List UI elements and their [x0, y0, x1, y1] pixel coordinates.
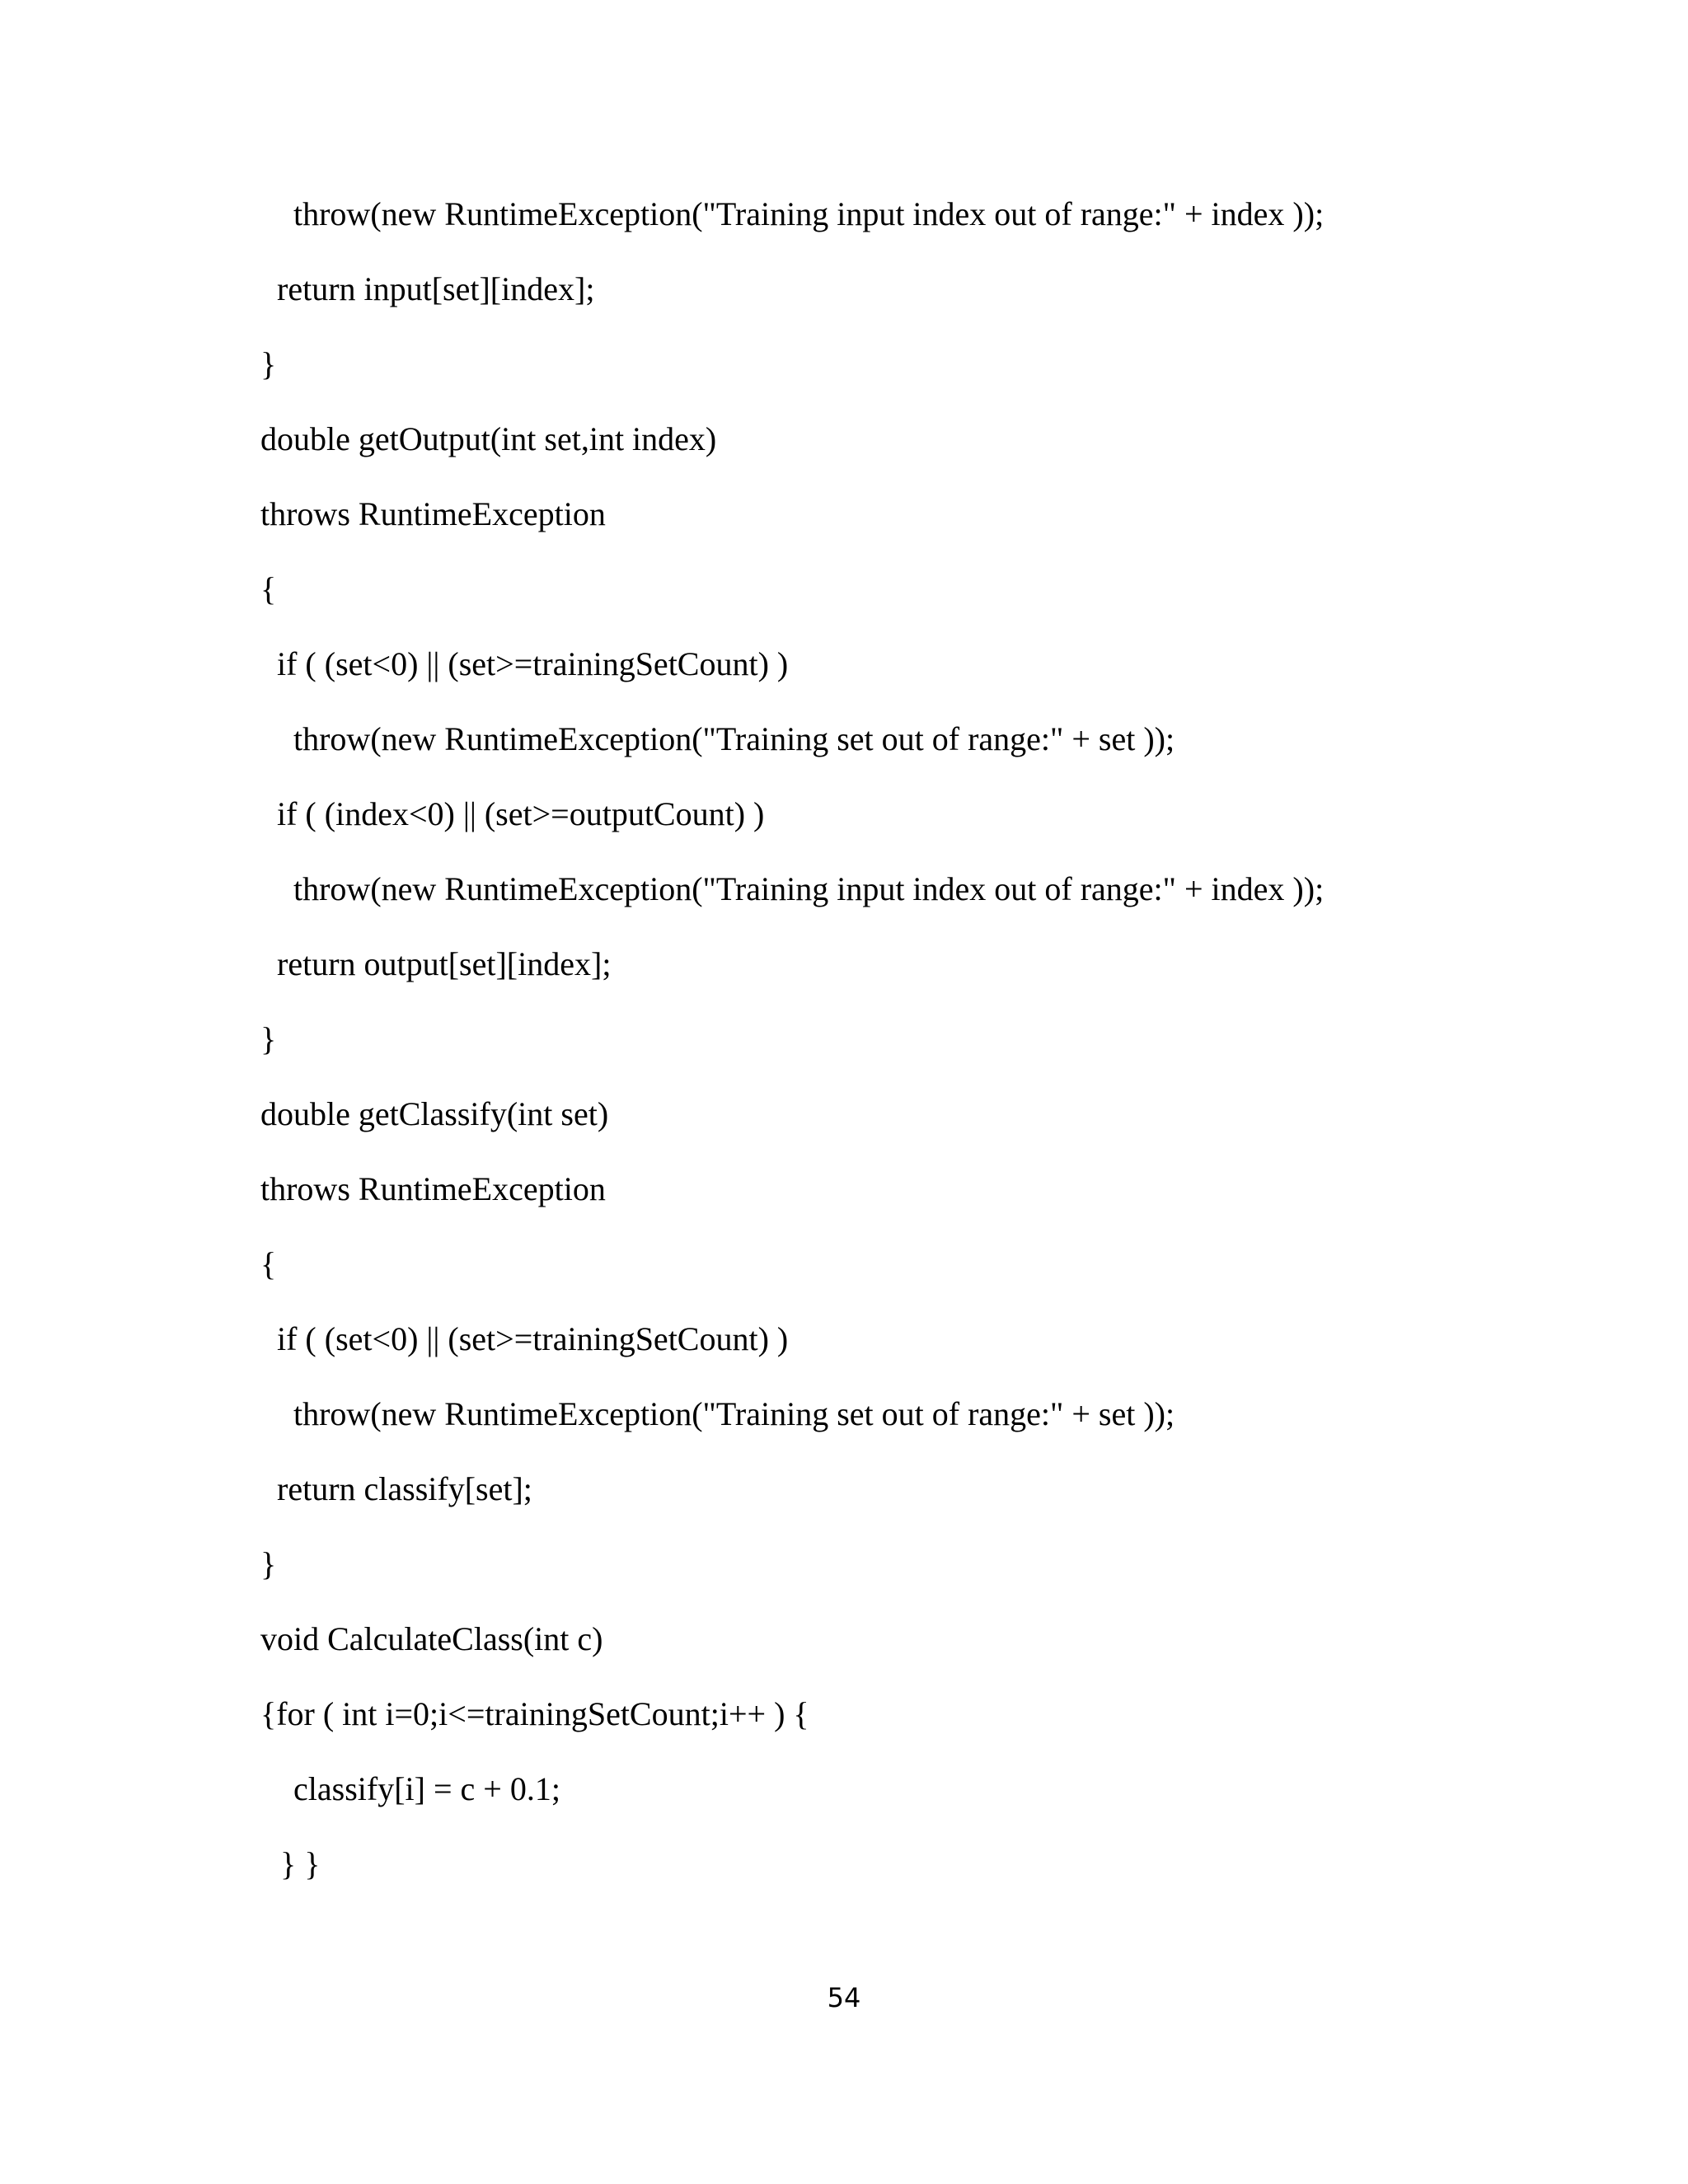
code-line: return output[set][index]; — [277, 945, 612, 982]
code-line: double getClassify(int set) — [260, 1095, 609, 1132]
code-line: } — [260, 345, 277, 382]
code-line: throw(new RuntimeException("Training set out of range:" + set )); — [293, 1395, 1175, 1432]
code-line: classify[i] = c + 0.1; — [293, 1770, 560, 1807]
code-line: return classify[set]; — [277, 1470, 532, 1507]
code-line: if ( (set<0) || (set>=trainingSetCount) ) — [277, 645, 789, 682]
code-line: throws RuntimeException — [260, 1170, 606, 1207]
code-line: throw(new RuntimeException("Training set out of range:" + set )); — [293, 720, 1175, 757]
code-line: { — [260, 570, 277, 607]
code-line: } — [260, 1545, 277, 1582]
code-line: void CalculateClass(int c) — [260, 1620, 603, 1657]
code-line: throws RuntimeException — [260, 495, 606, 532]
code-line: } — [260, 1020, 277, 1057]
code-line: throw(new RuntimeException("Training input index out of range:" + index )); — [293, 195, 1325, 232]
code-line: throw(new RuntimeException("Training input index out of range:" + index )); — [293, 870, 1325, 907]
code-line: return input[set][index]; — [277, 270, 595, 307]
code-line: {for ( int i=0;i<=trainingSetCount;i++ ) { — [260, 1695, 809, 1732]
code-line: double getOutput(int set,int index) — [260, 420, 717, 457]
code-line: if ( (index<0) || (set>=outputCount) ) — [277, 795, 765, 832]
code-line: if ( (set<0) || (set>=trainingSetCount) ) — [277, 1320, 789, 1357]
code-line: } } — [280, 1845, 321, 1882]
code-line: { — [260, 1245, 277, 1282]
page-number: 54 — [827, 1982, 861, 2013]
